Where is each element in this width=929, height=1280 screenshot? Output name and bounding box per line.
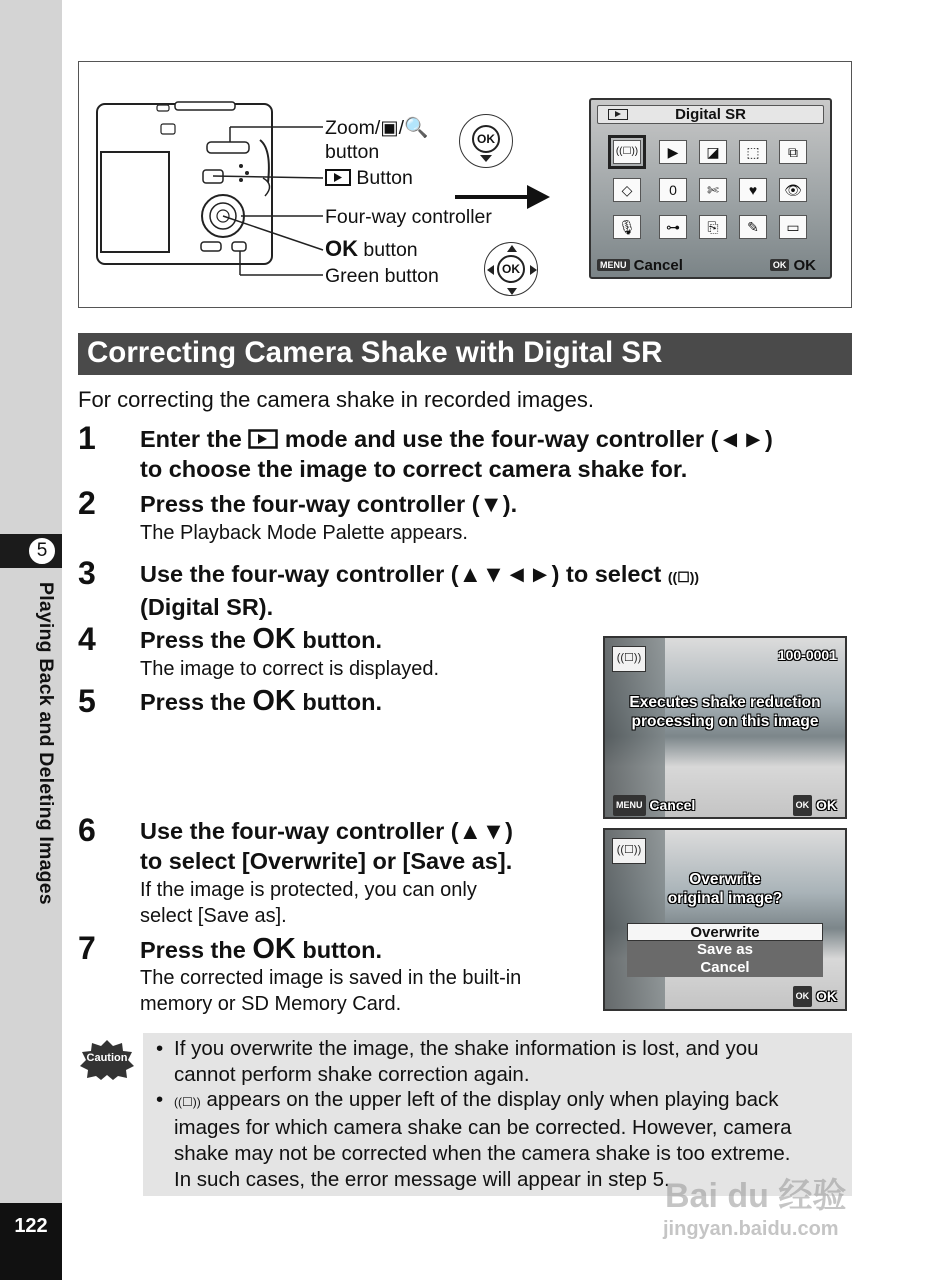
- step-3-number: 3: [78, 555, 96, 591]
- digital-sr-badge: ((☐)): [612, 838, 646, 864]
- chapter-title: Playing Back and Deleting Images: [35, 582, 57, 905]
- screen1-cancel[interactable]: MENU Cancel: [613, 795, 695, 816]
- slideshow-cell[interactable]: ▶: [659, 140, 687, 164]
- step-4-sub: The image to correct is displayed.: [140, 658, 440, 680]
- step-6-sub: If the image is protected, you can only select [Save as].: [140, 879, 477, 927]
- watermark-brand: Bai du 经验: [665, 1177, 847, 1215]
- ok-key-icon: OK: [793, 795, 813, 816]
- digital-sr-icon: ((☐)): [667, 569, 700, 585]
- overwrite-screen: [603, 828, 847, 1011]
- digital-sr-cell[interactable]: ((☐)): [613, 140, 641, 164]
- overwrite-option[interactable]: Overwrite: [627, 923, 823, 941]
- overwrite-question-line2: original image?: [667, 890, 783, 907]
- step-7-sub: The corrected image is saved in the built-in memory or SD Memory Card.: [140, 967, 522, 1015]
- red-eye-cell[interactable]: 👁: [779, 178, 807, 202]
- step-4-number: 4: [78, 621, 96, 657]
- overwrite-menu: [627, 923, 823, 977]
- green-callout: Green button: [325, 265, 439, 287]
- step-2-text: Press the four-way controller (▼).: [140, 491, 518, 517]
- play-icon: [325, 169, 351, 186]
- palette-cancel[interactable]: Cancel: [633, 257, 683, 274]
- ok-callout: OK button: [325, 236, 418, 261]
- caution-label: Caution: [86, 1052, 128, 1064]
- cropping-cell[interactable]: ⬚: [739, 140, 767, 164]
- save-as-option[interactable]: Save as: [627, 941, 823, 959]
- rotate-cell[interactable]: ◇: [613, 178, 641, 202]
- down-arrow-icon: [480, 155, 492, 163]
- frame-composite-cell[interactable]: ✄: [699, 178, 727, 202]
- screen1-ok[interactable]: OK OK: [793, 795, 837, 816]
- ok-center-label: OK: [497, 255, 525, 283]
- step-6-text: Use the four-way controller (▲▼) to select [Overwrite] or [Save as].: [140, 818, 513, 874]
- four-way-controller-icon: [484, 242, 538, 296]
- page-number: 122: [14, 1215, 48, 1237]
- image-copy-cell[interactable]: ⧉: [779, 140, 807, 164]
- section-title: Correcting Camera Shake with Digital SR: [87, 336, 663, 369]
- shake-reduction-screen: [603, 636, 847, 819]
- step-4-text: Press the OK button.: [140, 623, 382, 655]
- right-arrow-icon: [455, 185, 551, 209]
- protect-cell[interactable]: ⊶: [659, 215, 687, 239]
- step-1-number: 1: [78, 420, 96, 456]
- digital-sr-icon: ((☐)): [174, 1095, 201, 1109]
- palette-footer: [597, 257, 824, 274]
- shake-message-line2: processing on this image: [631, 713, 819, 730]
- caution-text-1: If you overwrite the image, the shake information is lost, and you cannot perform shake correction again.: [174, 1037, 759, 1086]
- startup-screen-cell[interactable]: ▭: [779, 215, 807, 239]
- menu-key-icon: MENU: [597, 259, 630, 271]
- ok-button-icon: [459, 114, 513, 168]
- step-6-number: 6: [78, 812, 96, 848]
- bullet-1: •: [156, 1037, 164, 1060]
- palette-title-bar: [597, 105, 824, 124]
- bullet-2: •: [156, 1088, 164, 1111]
- zoom-callout: Zoom/▣/🔍 button: [325, 117, 429, 163]
- palette-title: Digital SR: [675, 106, 746, 123]
- recover-cell[interactable]: ✎: [739, 215, 767, 239]
- watermark-url: jingyan.baidu.com: [663, 1218, 839, 1240]
- step-2-number: 2: [78, 485, 96, 521]
- caution-text-2: ((☐)) appears on the upper left of the display only when playing back images for which camera shake can be corrected. However, camera shake may not be corrected when the camera shake is too extreme. In such cases, the error message will appear in step 5.: [174, 1088, 792, 1191]
- ok-key-icon: OK: [770, 259, 790, 271]
- play-callout: Button: [325, 166, 413, 190]
- file-number: 100-0001: [777, 647, 837, 663]
- step-3-text: Use the four-way controller (▲▼◄►) to select ((☐)) (Digital SR).: [140, 561, 700, 620]
- step-5-text: Press the OK button.: [140, 685, 382, 717]
- voice-memo-cell[interactable]: 🎙: [613, 215, 641, 239]
- dpof-cell[interactable]: ⎘: [699, 215, 727, 239]
- cancel-option[interactable]: Cancel: [627, 959, 823, 977]
- menu-key-icon: MENU: [613, 795, 646, 816]
- overwrite-question-line1: Overwrite: [689, 871, 761, 888]
- step-1-text: Enter the mode and use the four-way controller (◄►) to choose the image to correct camera shake for.: [140, 426, 773, 482]
- step-2-sub: The Playback Mode Palette appears.: [140, 522, 468, 544]
- digital-sr-badge: ((☐)): [612, 646, 646, 672]
- direction-arrows-icon: [485, 243, 539, 297]
- shake-message-line1: Executes shake reduction: [629, 694, 821, 711]
- screen2-ok[interactable]: OK OK: [793, 986, 837, 1007]
- intro-text: For correcting the camera shake in recorded images.: [78, 387, 595, 412]
- step-5-number: 5: [78, 683, 96, 719]
- chapter-number: 5: [27, 536, 57, 566]
- playback-icon: [248, 429, 278, 449]
- favorite-cell[interactable]: ♥: [739, 178, 767, 202]
- resize-cell[interactable]: ◪: [699, 140, 727, 164]
- ok-key-icon: OK: [793, 986, 813, 1007]
- ok-button-label: OK: [472, 125, 500, 153]
- palette-ok[interactable]: [770, 257, 816, 274]
- playback-palette-screen: [589, 98, 832, 279]
- fourway-callout: Four-way controller: [325, 206, 492, 228]
- step-7-number: 7: [78, 930, 96, 966]
- step-7-text: Press the OK button.: [140, 933, 382, 965]
- digital-filter-cell[interactable]: 0: [659, 178, 687, 202]
- palette-ok-label: OK: [793, 257, 816, 274]
